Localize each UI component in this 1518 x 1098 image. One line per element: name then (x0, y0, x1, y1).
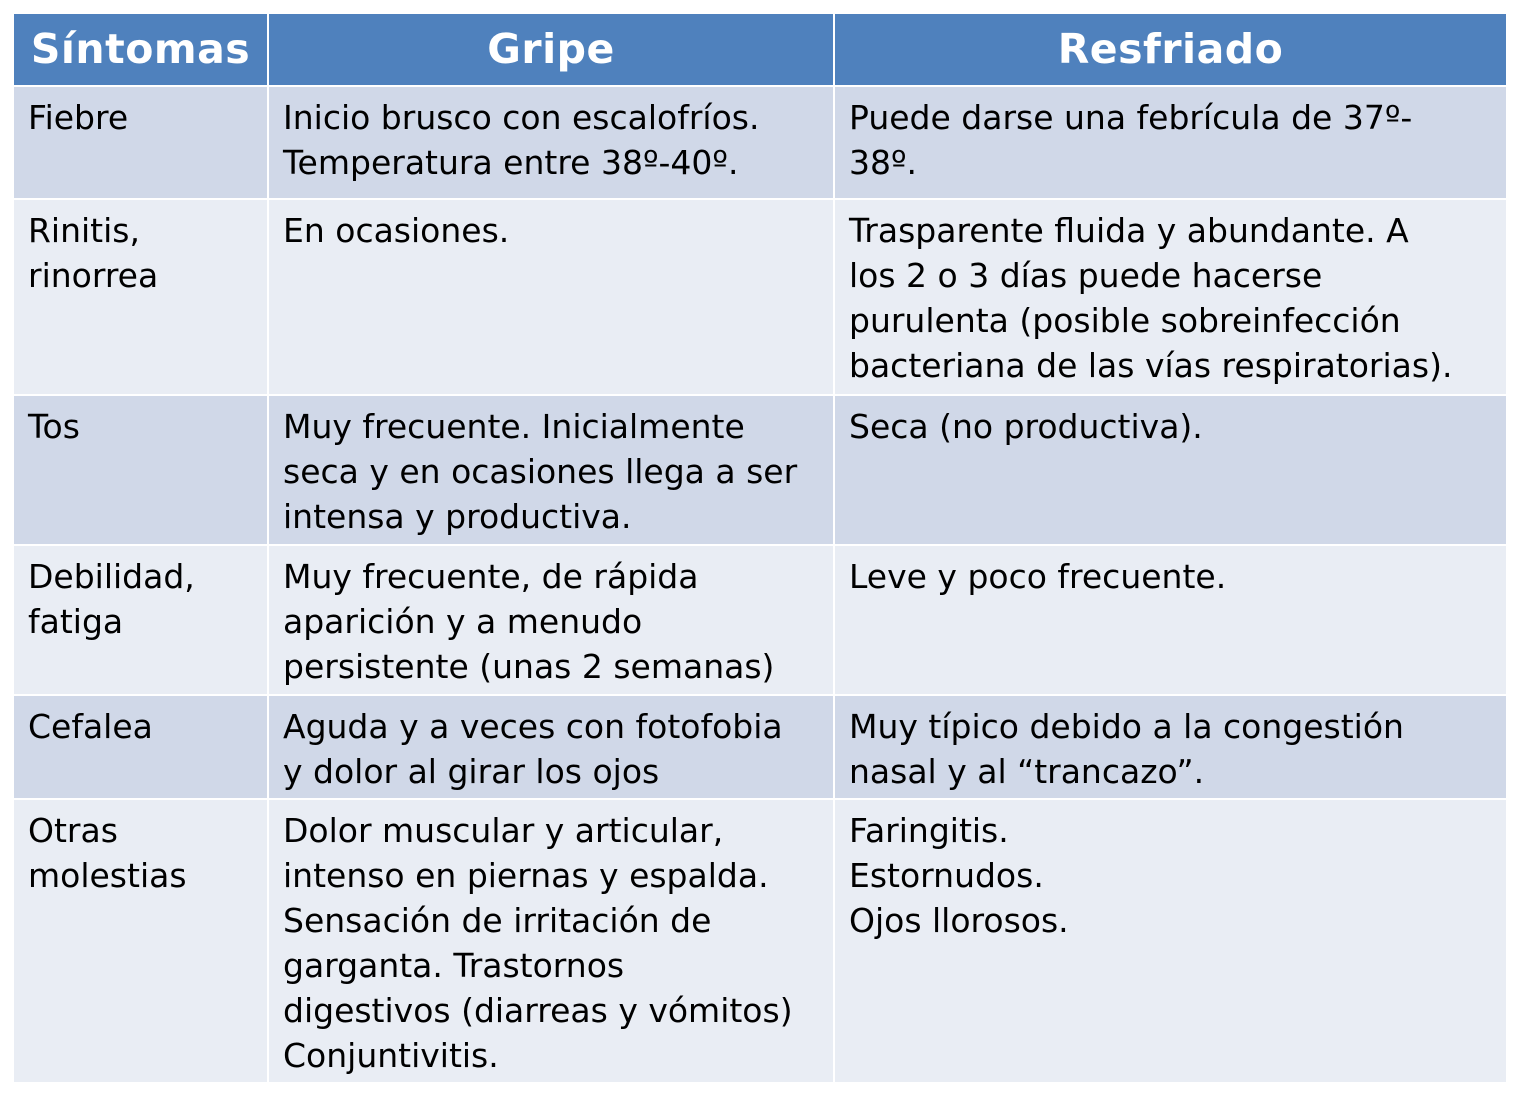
resfriado-cell: Faringitis. Estornudos. Ojos llorosos. (834, 799, 1507, 1083)
header-resfriado: Resfriado (834, 13, 1507, 86)
table-header (13, 13, 1507, 86)
symptom-cell: Cefalea (13, 695, 268, 799)
symptom-cell: Tos (13, 395, 268, 545)
symptoms-comparison-table (12, 12, 1508, 1084)
symptom-cell: Fiebre (13, 86, 268, 199)
table-row-otras-molestias (13, 799, 1507, 1083)
gripe-cell: Muy frecuente. Inicialmente seca y en ocasiones llega a ser intensa y productiva. (268, 395, 834, 545)
gripe-cell: En ocasiones. (268, 199, 834, 395)
table-row-rinitis (13, 199, 1507, 395)
gripe-cell: Dolor muscular y articular, intenso en piernas y espalda. Sensación de irritación de garganta. Trastornos digestivos (diarreas y vómitos) Conjuntivitis. (268, 799, 834, 1083)
resfriado-cell: Puede darse una febrícula de 37º- 38º. (834, 86, 1507, 199)
header-symptoms: Síntomas (13, 13, 268, 86)
table-body (13, 86, 1507, 1083)
resfriado-cell: Muy típico debido a la congestión nasal y al “trancazo”. (834, 695, 1507, 799)
table-row-fiebre (13, 86, 1507, 199)
symptom-cell: Rinitis, rinorrea (13, 199, 268, 395)
gripe-cell: Aguda y a veces con fotofobia y dolor al girar los ojos (268, 695, 834, 799)
header-gripe: Gripe (268, 13, 834, 86)
resfriado-cell: Leve y poco frecuente. (834, 545, 1507, 695)
symptom-cell: Otras molestias (13, 799, 268, 1083)
resfriado-cell: Seca (no productiva). (834, 395, 1507, 545)
gripe-cell: Inicio brusco con escalofríos. Temperatura entre 38º-40º. (268, 86, 834, 199)
resfriado-cell: Trasparente fluida y abundante. A los 2 o 3 días puede hacerse purulenta (posible sobreinfección bacteriana de las vías respiratorias). (834, 199, 1507, 395)
table-row-debilidad (13, 545, 1507, 695)
table-row-cefalea (13, 695, 1507, 799)
table-row-tos (13, 395, 1507, 545)
symptom-cell: Debilidad, fatiga (13, 545, 268, 695)
header-row (13, 13, 1507, 86)
gripe-cell: Muy frecuente, de rápida aparición y a menudo persistente (unas 2 semanas) (268, 545, 834, 695)
